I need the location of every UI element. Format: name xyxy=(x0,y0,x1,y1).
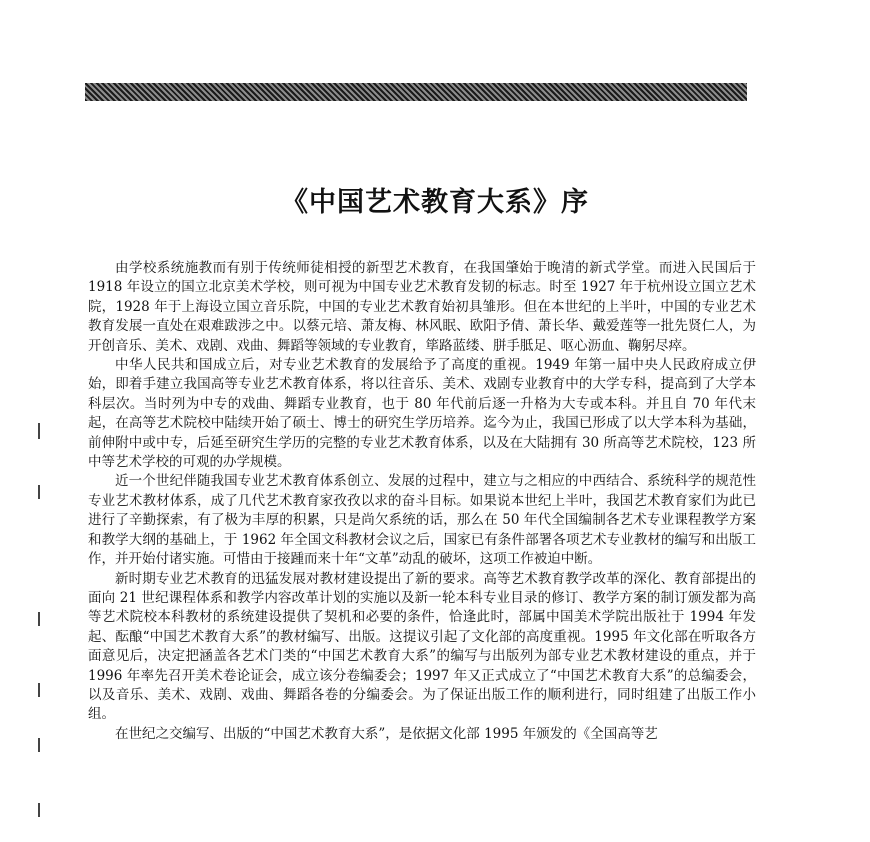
body-text xyxy=(88,259,756,744)
margin-mark xyxy=(38,803,40,817)
paragraph-1: 由学校系统施教而有别于传统师徒相授的新型艺术教育，在我国肇始于晚清的新式学堂。而进入民国后于 1918 年设立的国立北京美术学校，则可视为中国专业艺术教育发韧的标志。时至 1927 年于杭州设立国立艺术院，1928 年于上海设立国立音乐院，中国的专业艺术教育始初具雏形。但在本世纪的上半叶，中国的专业艺术教育发展一直处在艰难跋涉之中。以蔡元培、萧友梅、林风眠、欧阳予倩、萧长华、戴爱莲等一批先贤仁人，为开创音乐、美术、戏剧、戏曲、舞蹈等领域的专业教育，筚路蓝缕、胼手胝足、呕心沥血、鞠躬尽瘁。 xyxy=(88,260,756,354)
paragraph-5: 在世纪之交编写、出版的“中国艺术教育大系”，是依据文化部 1995 年颁发的《全国高等艺 xyxy=(115,725,658,742)
paragraph-2: 中华人民共和国成立后，对专业艺术教育的发展给予了高度的重视。1949 年第一届中央人民政府成立伊始，即着手建立我国高等专业艺术教育体系，将以往音乐、美术、戏剧专业教育中的大学专科，提高到了大学本科层次。当时列为中专的戏曲、舞蹈专业教育，也于 80 年代前后逐一升格为大专或本科。并且自 70 年代末起，在高等艺术院校中陆续开始了硕士、博士的研究生学历培养。迄今为止，我国已形成了以大学本科为基础，前伸附中或中专，后延至研究生学历的完整的专业艺术教育体系，以及在大陆拥有 30 所高等艺术院校，123 所中等艺术学校的可观的办学规模。 xyxy=(88,357,756,471)
paragraph-3: 近一个世纪伴随我国专业艺术教育体系创立、发展的过程中，建立与之相应的中西结合、系统科学的规范性专业艺术教材体系，成了几代艺术教育家孜孜以求的奋斗目标。如果说本世纪上半叶，我国艺术教育家们为此已进行了辛勤探索，有了极为丰厚的积累，只是尚欠系统的话，那么在 50 年代全国编制各艺术专业课程教学方案和教学大纲的基础上，于 1962 年全国文科教材会议之后，国家已有条件部署各项艺术专业教材的编写和出版工作，并开始付诸实施。可惜由于接踵而来十年“文革”动乱的破坏，这项工作被迫中断。 xyxy=(88,473,756,568)
margin-mark xyxy=(38,612,40,626)
header-decorative-bar xyxy=(85,83,747,101)
paragraph-4: 新时期专业艺术教育的迅猛发展对教材建设提出了新的要求。高等艺术教育教学改革的深化、教育部提出的面向 21 世纪课程体系和教学内容改革计划的实施以及新一轮本科专业目录的修订、教学方案的制订颁发都为高等艺术院校本科教材的系统建设提供了契机和必要的条件，恰逢此时，部属中国美术学院出版社于 1994 年发起、酝酿“中国艺术教育大系”的教材编写、出版。这提议引起了文化部的高度重视。1995 年文化部在听取各方面意见后，决定把涵盖各艺术门类的“中国艺术教育大系”的编写与出版列为部专业艺术教材建设的重点，并于 1996 年率先召开美术卷论证会，成立该分卷编委会；1997 年又正式成立了“中国艺术教育大系”的总编委会，以及音乐、美术、戏剧、戏曲、舞蹈各卷的分编委会。为了保证出版工作的顺利进行，同时组建了出版工作小组。 xyxy=(88,570,756,723)
margin-mark xyxy=(38,423,40,439)
margin-mark xyxy=(38,738,40,752)
margin-mark xyxy=(38,485,40,499)
margin-mark xyxy=(38,683,40,697)
page-title: 《中国艺术教育大系》序 xyxy=(281,187,589,218)
